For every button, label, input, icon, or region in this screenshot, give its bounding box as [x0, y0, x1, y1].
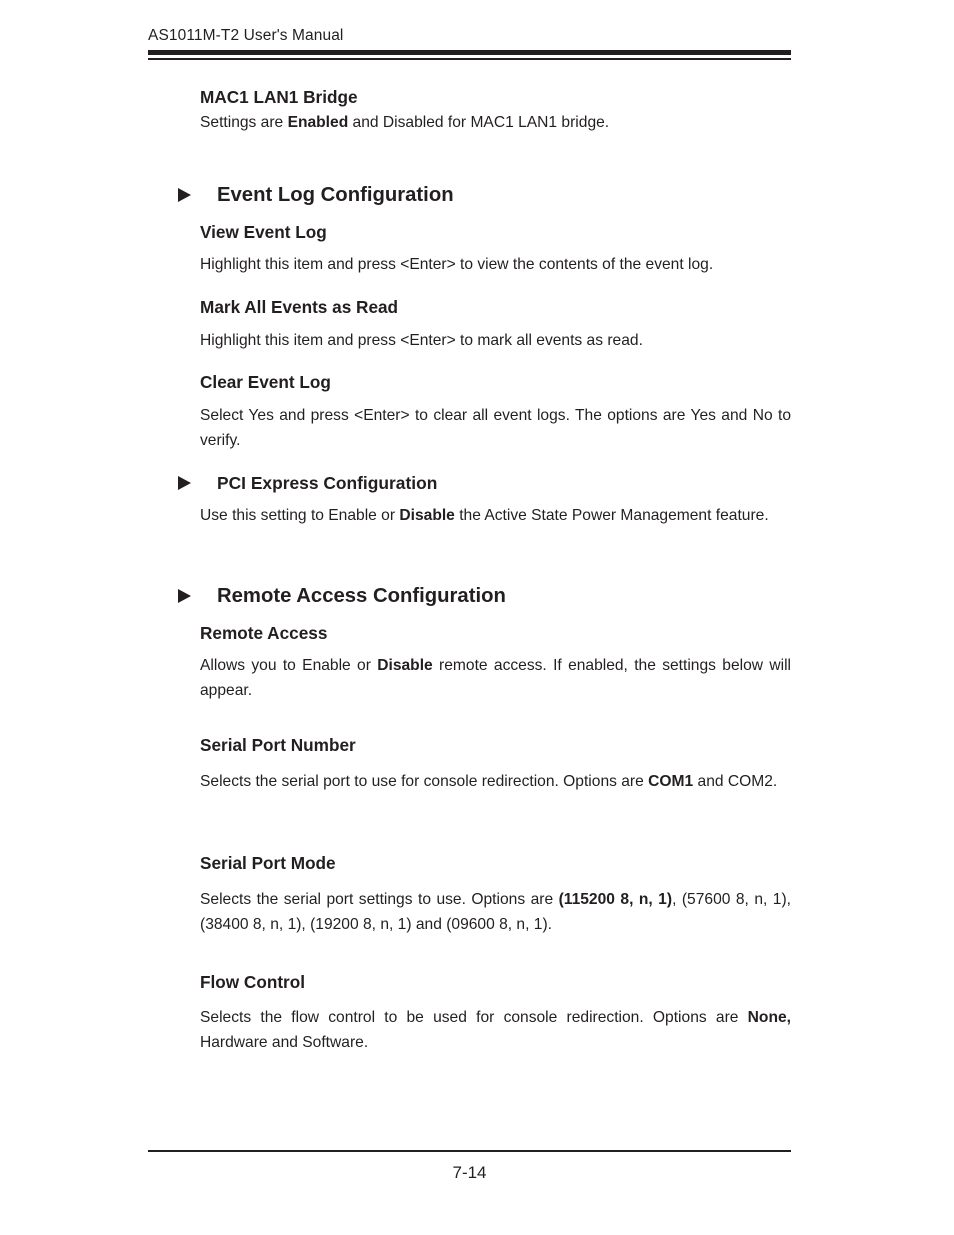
header-rule-thin — [148, 58, 791, 60]
view-event-log-heading: View Event Log — [200, 222, 327, 242]
triangle-right-icon — [178, 476, 191, 490]
text-run: the Active State Power Management feature. — [454, 507, 769, 524]
text-run: Settings are — [200, 114, 288, 131]
text-run: Hardware and Software. — [200, 1034, 369, 1051]
event-log-configuration-heading — [178, 183, 454, 207]
text-run: Allows you to Enable or — [200, 657, 378, 674]
running-header: AS1011M-T2 User's Manual — [148, 27, 344, 44]
triangle-right-icon — [178, 589, 191, 603]
remote-access-configuration-heading — [178, 584, 506, 608]
triangle-right-icon — [178, 188, 191, 202]
section-heading-label: Event Log Configuration — [217, 184, 454, 206]
bold-run: Enabled — [287, 114, 349, 131]
mac1-lan1-bridge-text — [200, 110, 791, 135]
remote-access-heading: Remote Access — [200, 623, 328, 643]
text-run: Selects the flow control to be used for console redirection. Options are — [200, 1009, 748, 1026]
serial-port-mode-text — [200, 887, 791, 937]
bold-run: COM1 — [648, 773, 694, 790]
mac1-lan1-bridge-heading: MAC1 LAN1 Bridge — [200, 87, 358, 107]
text-run: , (57600 8, n, 1), (38400 8, n, 1), (19200 8, n, 1) and (09600 8, n, 1). — [200, 891, 791, 933]
clear-event-log-text: Select Yes and press <Enter> to clear all event logs. The options are Yes and No to verify. — [200, 407, 791, 449]
serial-port-number-heading: Serial Port Number — [200, 735, 356, 755]
text-run: Selects the serial port settings to use. Options are — [200, 891, 559, 908]
flow-control-heading: Flow Control — [200, 972, 306, 992]
section-heading-label: Remote Access Configuration — [217, 585, 506, 607]
pci-express-configuration-heading — [178, 473, 437, 493]
mark-all-events-text: Highlight this item and press <Enter> to mark all events as read. — [200, 332, 643, 349]
text-run: Selects the serial port to use for console redirection. Options are — [200, 773, 649, 790]
text-run: and COM2. — [693, 773, 778, 790]
bold-run: None, — [747, 1009, 791, 1026]
section-heading-label: PCI Express Configuration — [217, 473, 438, 493]
clear-event-log-heading: Clear Event Log — [200, 372, 331, 392]
page-number: 7-14 — [452, 1163, 487, 1182]
bold-run: Disable — [377, 657, 433, 674]
pci-express-text — [200, 503, 791, 528]
bold-run: Disable — [399, 507, 455, 524]
text-run: and Disabled for MAC1 LAN1 bridge. — [348, 114, 610, 131]
mark-all-events-heading: Mark All Events as Read — [200, 297, 399, 317]
view-event-log-text: Highlight this item and press <Enter> to view the contents of the event log. — [200, 256, 714, 273]
text-run: remote access. If enabled, the settings below will appear. — [200, 657, 791, 699]
serial-port-mode-heading: Serial Port Mode — [200, 853, 336, 873]
flow-control-text — [200, 1005, 791, 1055]
footer-rule — [148, 1150, 791, 1152]
header-rule-thick — [148, 50, 791, 55]
serial-port-number-text — [200, 769, 791, 794]
text-run: Use this setting to Enable or — [200, 507, 400, 524]
bold-run: (115200 8, n, 1) — [558, 891, 673, 908]
remote-access-text — [200, 653, 791, 703]
